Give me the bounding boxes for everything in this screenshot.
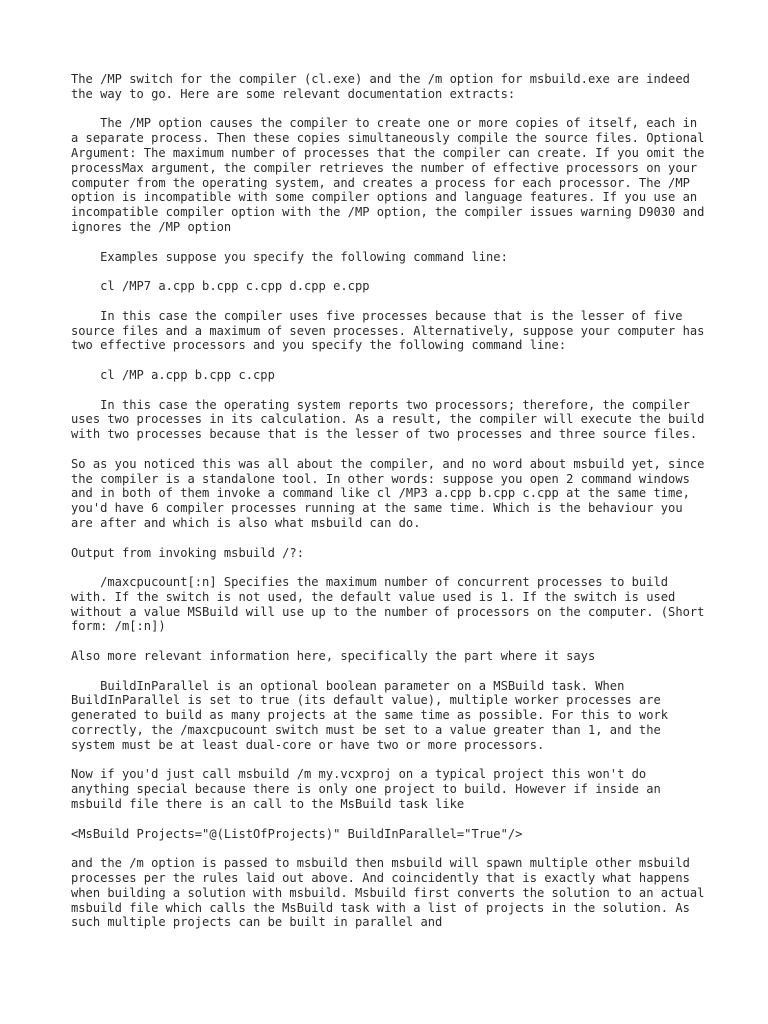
quoted-paragraph: Examples suppose you specify the following command line:: [100, 249, 508, 264]
paragraph: The /MP switch for the compiler (cl.exe) and the /m option for msbuild.exe are indeed the way to go. Here are some relevant documentation extracts:: [71, 72, 698, 101]
quoted-paragraph: /maxcpucount[:n] Specifies the maximum number of concurrent processes to build with. If the switch is not used, the default value used is 1. If the switch is used without a value MSBuild will use up to the number of processors on the computer. (Short form: /m[:n]): [71, 575, 712, 634]
paragraph: Output from invoking msbuild /?:: [71, 545, 304, 560]
quoted-paragraph: In this case the operating system reports two processors; therefore, the compiler uses two processes in its calculation. As a result, the compiler will execute the build with two processes because that is the lesser of two processes and three source files.: [71, 397, 712, 442]
quoted-paragraph: The /MP option causes the compiler to create one or more copies of itself, each in a separate process. Then these copies simultaneously compile the source files. Optional Argument: The maximum number of processes that the compiler can create. If you omit the processMax argument, the compiler retrieves the number of effective processors on your computer from the operating system, and creates a process for each processor. The /MP option is incompatible with some compiler options and language features. If you use an incompatible compiler option with the /MP option, the compiler issues warning D9030 and ignores the /MP option: [71, 116, 712, 234]
paragraph: Now if you'd just call msbuild /m my.vcxproj on a typical project this won't do anything special because there is only one project to build. However if inside an msbuild file there is an call to the MsBuild task like: [71, 767, 669, 812]
paragraph: So as you noticed this was all about the compiler, and no word about msbuild yet, since the compiler is a standalone tool. In other words: suppose you open 2 command windows and in both of them invoke a command like cl /MP3 a.cpp b.cpp c.cpp at the same time, you'd have 6 compiler processes running at the same time. Which is the behaviour you are after and which is also what msbuild can do.: [71, 456, 712, 530]
code-snippet: <MsBuild Projects="@(ListOfProjects)" BuildInParallel="True"/>: [71, 826, 523, 841]
paragraph: and the /m option is passed to msbuild then msbuild will spawn multiple other msbuild processes per the rules laid out above. And coincidently that is exactly what happens when building a solution with msbuild. Msbuild first converts the solution to an actual msbuild file which calls the MsBuild task with a list of projects in the solution. As such multiple projects can be built in parallel and: [71, 856, 712, 930]
code-line: cl /MP a.cpp b.cpp c.cpp: [100, 367, 275, 382]
document-page: [71, 72, 711, 945]
code-line: cl /MP7 a.cpp b.cpp c.cpp d.cpp e.cpp: [100, 279, 370, 294]
paragraph: Also more relevant information here, specifically the part where it says: [71, 649, 596, 664]
quoted-paragraph: In this case the compiler uses five processes because that is the lesser of five source files and a maximum of seven processes. Alternatively, suppose your computer has two effective processors and you specify the following command line:: [71, 308, 712, 353]
quoted-paragraph: BuildInParallel is an optional boolean parameter on a MSBuild task. When BuildInParallel is set to true (its default value), multiple worker processes are generated to build as many projects at the same time as possible. For this to work correctly, the /maxcpucount switch must be set to a value greater than 1, and the system must be at least dual-core or have two or more processors.: [71, 678, 676, 752]
